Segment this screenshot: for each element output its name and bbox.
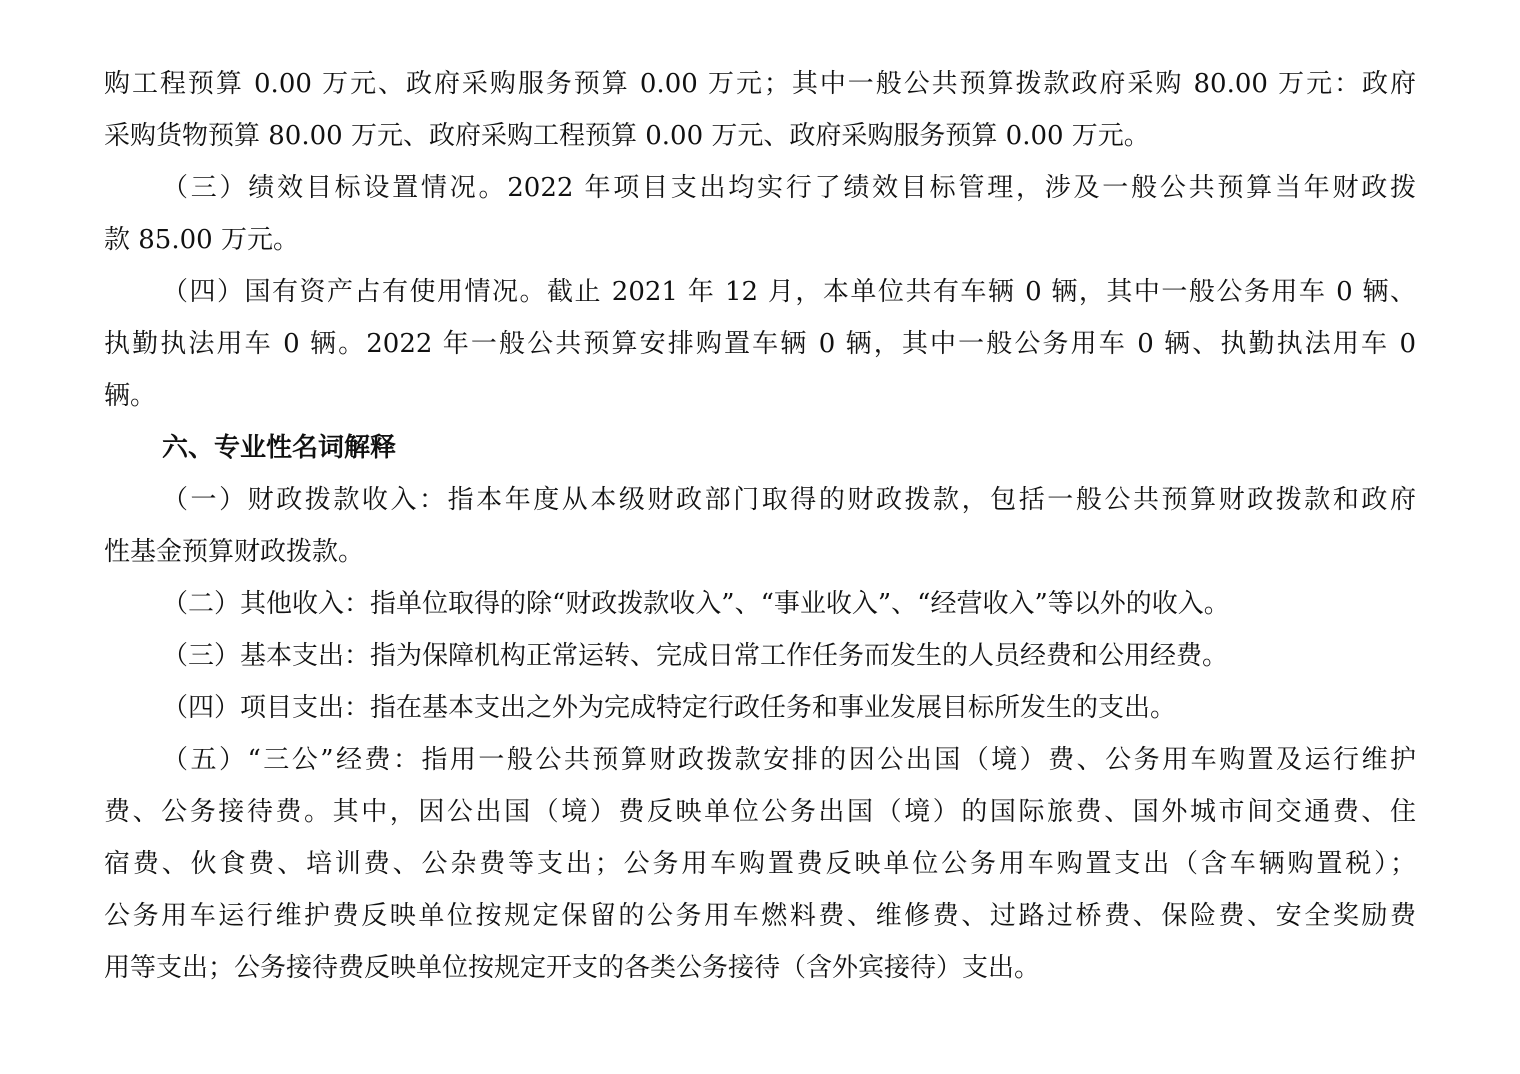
text-line: 公务用车运行维护费反映单位按规定保留的公务用车燃料费、维修费、过路过桥费、保险费、安全奖励费 xyxy=(104,901,1416,931)
text-line: （三）基本支出：指为保障机构正常运转、完成日常工作任务而发生的人员经费和公用经费。 xyxy=(162,641,1229,671)
text-line: （三）绩效目标设置情况。2022 年项目支出均实行了绩效目标管理，涉及一般公共预算当年财政拨 xyxy=(162,173,1416,203)
text-line: 采购货物预算 80.00 万元、政府采购工程预算 0.00 万元、政府采购服务预算 0.00 万元。 xyxy=(104,121,1150,151)
document-page xyxy=(104,58,1416,994)
text-line: 宿费、伙食费、培训费、公杂费等支出；公务用车购置费反映单位公务用车购置支出（含车辆购置税）； xyxy=(104,849,1416,879)
paragraph-procurement-continued xyxy=(104,58,1416,162)
text-line: 辆。 xyxy=(104,381,157,411)
paragraph-state-assets xyxy=(104,266,1416,422)
paragraph-performance-targets xyxy=(104,162,1416,266)
section-heading: 六、专业性名词解释 xyxy=(162,433,397,463)
text-line: 用等支出；公务接待费反映单位按规定开支的各类公务接待（含外宾接待）支出。 xyxy=(104,953,1041,983)
paragraph-three-public-expenses xyxy=(104,734,1416,994)
text-line: 费、公务接待费。其中，因公出国（境）费反映单位公务出国（境）的国际旅费、国外城市间交通费、住 xyxy=(104,797,1416,827)
text-line: （二）其他收入：指单位取得的除“财政拨款收入”、“事业收入”、“经营收入”等以外的收入。 xyxy=(162,589,1230,619)
text-line: （四）国有资产占有使用情况。截止 2021 年 12 月，本单位共有车辆 0 辆，其中一般公务用车 0 辆、 xyxy=(162,277,1416,307)
text-line: （五）“三公”经费：指用一般公共预算财政拨款安排的因公出国（境）费、公务用车购置及运行维护 xyxy=(162,745,1416,775)
text-line: （四）项目支出：指在基本支出之外为完成特定行政任务和事业发展目标所发生的支出。 xyxy=(162,693,1177,723)
text-line: 执勤执法用车 0 辆。2022 年一般公共预算安排购置车辆 0 辆，其中一般公务用车 0 辆、执勤执法用车 0 xyxy=(104,329,1416,359)
text-line: 性基金预算财政拨款。 xyxy=(104,537,365,567)
text-line: 款 85.00 万元。 xyxy=(104,225,299,255)
paragraph-other-income xyxy=(104,578,1416,630)
paragraph-basic-expense xyxy=(104,630,1416,682)
paragraph-project-expense xyxy=(104,682,1416,734)
text-line: 购工程预算 0.00 万元、政府采购服务预算 0.00 万元；其中一般公共预算拨款政府采购 80.00 万元：政府 xyxy=(104,69,1416,99)
text-line: （一）财政拨款收入：指本年度从本级财政部门取得的财政拨款，包括一般公共预算财政拨款和政府 xyxy=(162,485,1416,515)
paragraph-fiscal-income xyxy=(104,474,1416,578)
